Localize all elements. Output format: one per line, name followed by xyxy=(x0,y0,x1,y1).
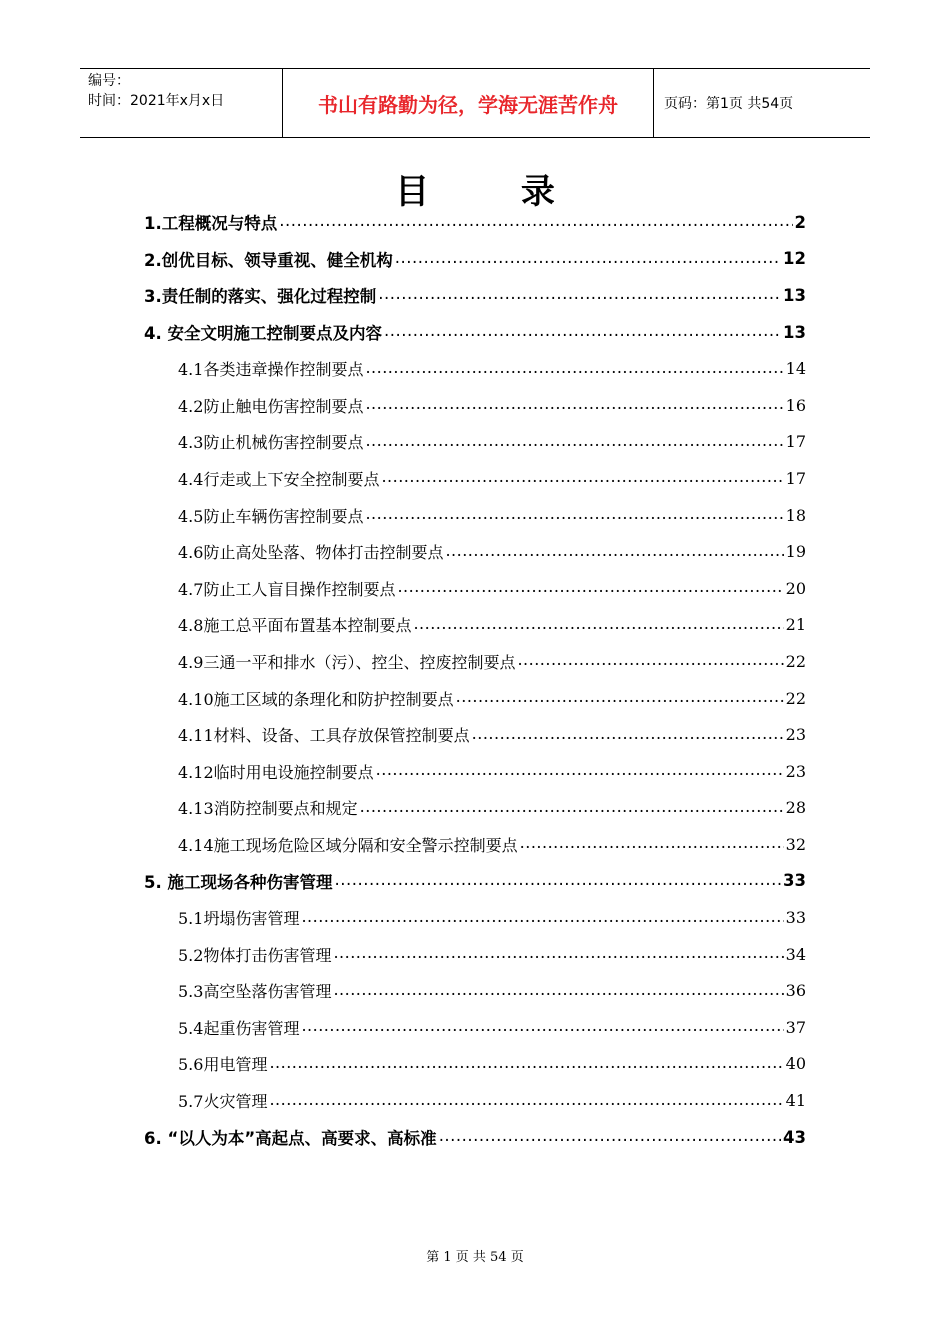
toc-entry-title: 2.创优目标、领导重视、健全机构 xyxy=(144,250,393,270)
toc-entry[interactable] xyxy=(144,314,806,351)
toc-dot-leader xyxy=(301,1017,783,1037)
toc-entry-page: 43 xyxy=(783,1127,806,1147)
serial-label: 编号： xyxy=(88,73,130,89)
toc-entry-title: 6. “以人为本”高起点、高要求、高标准 xyxy=(144,1129,437,1149)
toc-dot-leader xyxy=(365,359,783,379)
toc-entry-page: 12 xyxy=(783,249,806,269)
header-motto: 书山有路勤为径，学海无涯苦作舟 xyxy=(282,69,654,137)
toc-entry-page: 2 xyxy=(794,212,806,232)
toc-entry[interactable] xyxy=(144,790,806,827)
table-of-contents xyxy=(144,204,806,1155)
toc-dot-leader xyxy=(395,249,781,269)
toc-dot-leader xyxy=(517,651,783,671)
toc-entry-page: 20 xyxy=(785,578,806,598)
toc-entry[interactable] xyxy=(144,460,806,497)
toc-dot-leader xyxy=(384,322,781,342)
toc-dot-leader xyxy=(381,468,783,488)
toc-entry-page: 22 xyxy=(785,688,806,708)
toc-entry[interactable] xyxy=(144,497,806,534)
toc-entry-title: 4.6防止高处坠落、物体打击控制要点 xyxy=(178,543,444,563)
toc-dot-leader xyxy=(378,285,781,305)
toc-entry[interactable] xyxy=(144,899,806,936)
toc-entry-title: 5.3高空坠落伤害管理 xyxy=(178,982,332,1002)
toc-entry-title: 4.9三通一平和排水（污）、控尘、控废控制要点 xyxy=(178,652,516,672)
toc-dot-leader xyxy=(365,432,783,452)
toc-entry-page: 28 xyxy=(785,798,806,818)
toc-entry[interactable] xyxy=(144,972,806,1009)
toc-entry-title: 4.11材料、设备、工具存放保管控制要点 xyxy=(178,726,470,746)
toc-entry-title: 4.10施工区域的条理化和防护控制要点 xyxy=(178,689,454,709)
page-title: 目 录 xyxy=(395,172,595,212)
toc-entry-page: 40 xyxy=(785,1054,806,1074)
header-page-info: 页码：第1页 共54页 xyxy=(664,96,794,112)
toc-entry-title: 5. 施工现场各种伤害管理 xyxy=(144,872,333,892)
toc-entry-page: 18 xyxy=(785,505,806,525)
toc-entry[interactable] xyxy=(144,350,806,387)
toc-entry-page: 41 xyxy=(785,1091,806,1111)
toc-entry-title: 4.7防止工人盲目操作控制要点 xyxy=(178,579,396,599)
toc-dot-leader xyxy=(301,908,783,928)
toc-entry[interactable] xyxy=(144,643,806,680)
toc-entry[interactable] xyxy=(144,1119,806,1156)
toc-entry-page: 37 xyxy=(785,1017,806,1037)
toc-dot-leader xyxy=(279,212,792,232)
toc-dot-leader xyxy=(472,725,784,745)
toc-entry-title: 4.5防止车辆伤害控制要点 xyxy=(178,506,364,526)
toc-entry[interactable] xyxy=(144,1082,806,1119)
toc-dot-leader xyxy=(456,688,784,708)
header-meta xyxy=(80,69,282,137)
toc-entry-page: 16 xyxy=(785,395,806,415)
toc-entry-title: 4.2防止触电伤害控制要点 xyxy=(178,396,364,416)
toc-entry[interactable] xyxy=(144,424,806,461)
toc-entry-title: 5.1坍塌伤害管理 xyxy=(178,909,300,929)
toc-entry-title: 4.1各类违章操作控制要点 xyxy=(178,360,364,380)
toc-entry-title: 4.8施工总平面布置基本控制要点 xyxy=(178,616,412,636)
toc-entry-page: 33 xyxy=(785,908,806,928)
toc-dot-leader xyxy=(269,1091,783,1111)
toc-entry-page: 32 xyxy=(785,834,806,854)
toc-entry-title: 5.2物体打击伤害管理 xyxy=(178,945,332,965)
toc-entry-title: 4. 安全文明施工控制要点及内容 xyxy=(144,324,382,344)
toc-entry-page: 17 xyxy=(785,432,806,452)
toc-entry-title: 1.工程概况与特点 xyxy=(144,214,278,234)
toc-entry-title: 4.4行走或上下安全控制要点 xyxy=(178,469,380,489)
toc-entry-page: 36 xyxy=(785,981,806,1001)
toc-dot-leader xyxy=(333,944,783,964)
page-header xyxy=(80,68,870,138)
toc-dot-leader xyxy=(520,834,784,854)
toc-dot-leader xyxy=(445,542,783,562)
toc-entry[interactable] xyxy=(144,936,806,973)
toc-entry-title: 3.责任制的落实、强化过程控制 xyxy=(144,287,377,307)
toc-entry-page: 14 xyxy=(785,359,806,379)
toc-entry[interactable] xyxy=(144,570,806,607)
toc-entry[interactable] xyxy=(144,241,806,278)
toc-entry[interactable] xyxy=(144,753,806,790)
toc-entry[interactable] xyxy=(144,204,806,241)
toc-entry[interactable] xyxy=(144,863,806,900)
toc-entry-title: 5.7火灾管理 xyxy=(178,1092,268,1112)
toc-entry-title: 4.3防止机械伤害控制要点 xyxy=(178,433,364,453)
toc-entry[interactable] xyxy=(144,1009,806,1046)
toc-dot-leader xyxy=(376,761,784,781)
toc-dot-leader xyxy=(413,615,783,635)
toc-dot-leader xyxy=(269,1054,783,1074)
toc-entry-page: 21 xyxy=(785,615,806,635)
toc-entry-page: 19 xyxy=(785,542,806,562)
toc-entry[interactable] xyxy=(144,607,806,644)
toc-dot-leader xyxy=(439,1127,781,1147)
toc-entry-page: 23 xyxy=(785,725,806,745)
toc-entry-page: 13 xyxy=(783,285,806,305)
toc-entry-title: 4.13消防控制要点和规定 xyxy=(178,799,358,819)
toc-entry-page: 17 xyxy=(785,468,806,488)
page-footer: 第 1 页 共 54 页 xyxy=(426,1250,524,1265)
toc-entry-page: 22 xyxy=(785,651,806,671)
toc-entry-title: 4.12临时用电设施控制要点 xyxy=(178,762,374,782)
toc-dot-leader xyxy=(360,798,784,818)
toc-entry[interactable] xyxy=(144,716,806,753)
toc-entry-page: 34 xyxy=(785,944,806,964)
toc-entry-title: 4.14施工现场危险区域分隔和安全警示控制要点 xyxy=(178,835,518,855)
toc-entry[interactable] xyxy=(144,533,806,570)
toc-dot-leader xyxy=(397,578,783,598)
toc-entry[interactable] xyxy=(144,277,806,314)
toc-entry[interactable] xyxy=(144,1046,806,1083)
toc-entry-page: 23 xyxy=(785,761,806,781)
time-label: 时间：2021年x月x日 xyxy=(88,93,225,109)
toc-entry-page: 13 xyxy=(783,322,806,342)
toc-entry-title: 5.6用电管理 xyxy=(178,1055,268,1075)
toc-entry[interactable] xyxy=(144,826,806,863)
toc-entry-page: 33 xyxy=(783,871,806,891)
toc-dot-leader xyxy=(335,871,782,891)
toc-dot-leader xyxy=(365,505,783,525)
toc-dot-leader xyxy=(365,395,783,415)
toc-entry[interactable] xyxy=(144,680,806,717)
toc-dot-leader xyxy=(333,981,783,1001)
toc-entry[interactable] xyxy=(144,387,806,424)
toc-entry-title: 5.4起重伤害管理 xyxy=(178,1018,300,1038)
